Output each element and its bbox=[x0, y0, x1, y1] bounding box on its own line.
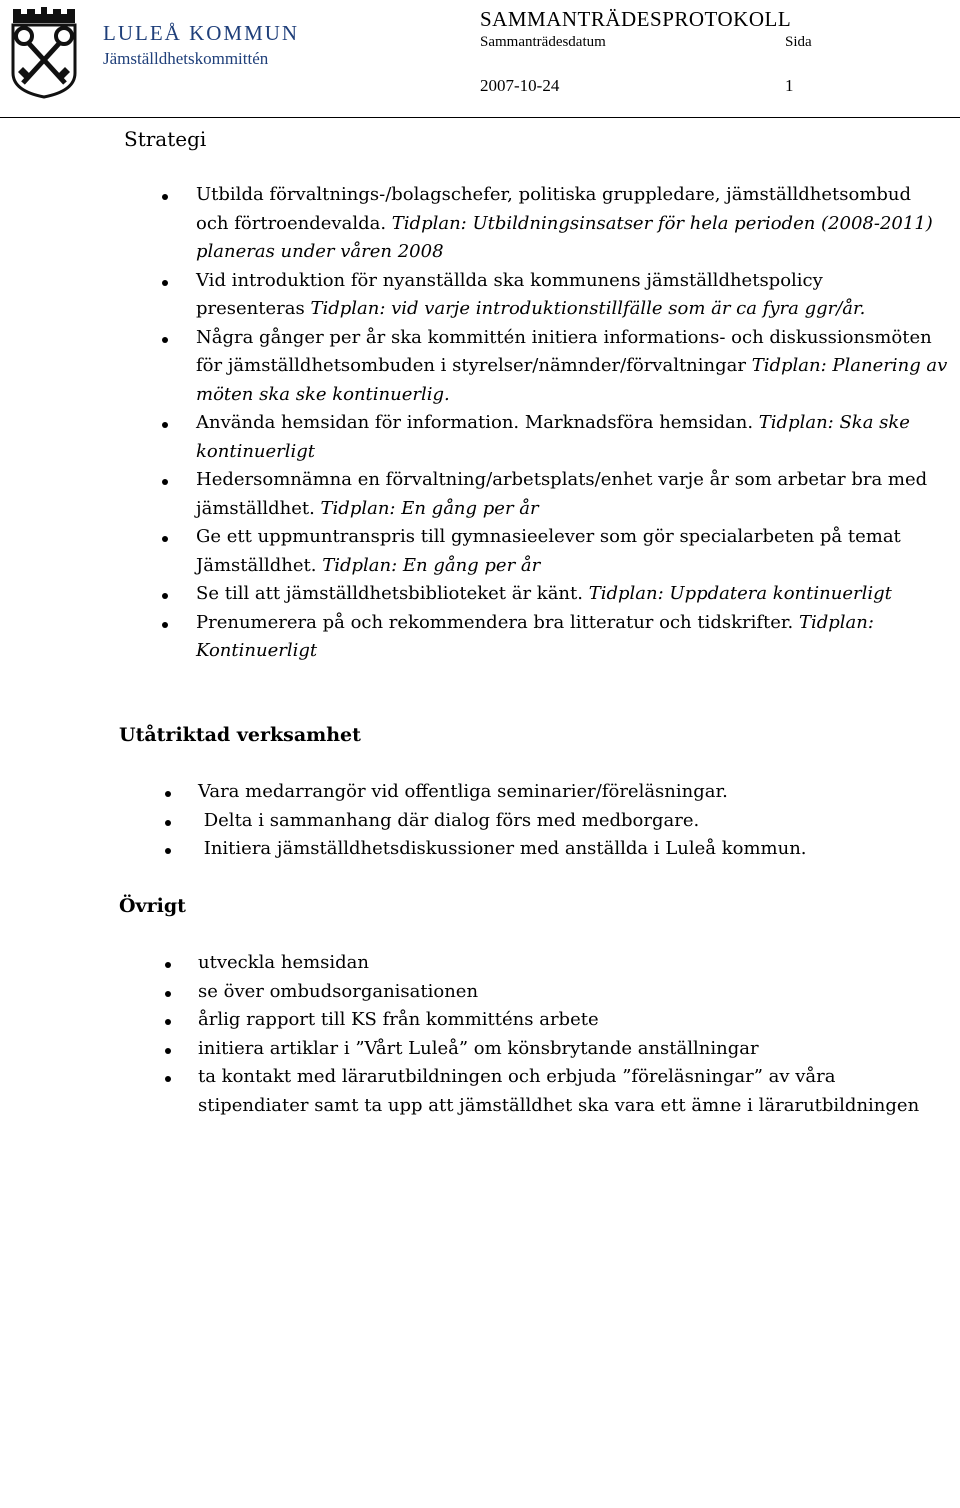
page-number: 1 bbox=[785, 76, 794, 95]
tidplan-text: Tidplan: En gång per år bbox=[322, 554, 541, 576]
list-item bbox=[196, 609, 958, 666]
list-item bbox=[196, 409, 958, 466]
bullet-icon bbox=[165, 962, 171, 968]
list-item: Delta i sammanhang där dialog förs med medborgare. bbox=[198, 807, 938, 836]
bullet-icon bbox=[165, 1048, 171, 1054]
text-line: för jämställdhetsombuden i styrelser/nämnder/förvaltningar Tidplan: Planering av bbox=[196, 355, 948, 376]
text-line bbox=[196, 637, 958, 666]
list-item bbox=[196, 523, 958, 580]
tidplan-text: kontinuerligt bbox=[196, 440, 316, 462]
tidplan-text: Tidplan: bbox=[798, 611, 874, 633]
strategy-list bbox=[196, 181, 958, 666]
tidplan-text: planeras under våren 2008 bbox=[196, 241, 444, 262]
text-line: Se till att jämställdhetsbiblioteket är känt. Tidplan: Uppdatera kontinuerligt bbox=[196, 583, 892, 604]
text-line bbox=[196, 381, 958, 410]
crossed-keys-icon bbox=[9, 3, 79, 99]
list-item: initiera artiklar i ”Vårt Luleå” om könsbrytande anställningar bbox=[198, 1035, 938, 1064]
text-line: Några gånger per år ska kommittén initiera informations- och diskussionsmöten bbox=[196, 326, 932, 348]
text-line: presenteras Tidplan: vid varje introduktionstillfälle som är ca fyra ggr/år. bbox=[196, 298, 866, 319]
bullet-icon bbox=[165, 991, 171, 997]
outreach-list bbox=[198, 778, 938, 864]
bullet-icon bbox=[162, 593, 168, 599]
other-heading: Övrigt bbox=[119, 895, 186, 917]
list-item bbox=[196, 580, 958, 609]
text-line bbox=[196, 238, 958, 267]
meeting-date-value: 2007-10-24 bbox=[480, 76, 560, 95]
bullet-icon bbox=[162, 422, 168, 428]
tidplan-text: Tidplan: Ska ske bbox=[758, 412, 910, 433]
bullet-icon bbox=[165, 1019, 171, 1025]
tidplan-text: Kontinuerligt bbox=[196, 640, 318, 661]
meeting-date-label: Sammanträdesdatum bbox=[480, 34, 606, 50]
text-line: Hedersomnämna en förvaltning/arbetsplats/enhet varje år som arbetar bra med bbox=[196, 469, 928, 490]
text-line bbox=[196, 438, 958, 467]
bullet-icon bbox=[162, 622, 168, 628]
text-line: jämställdhet. Tidplan: En gång per år bbox=[196, 497, 539, 519]
bullet-icon bbox=[162, 280, 168, 286]
list-item bbox=[196, 324, 958, 410]
tidplan-text: Tidplan: vid varje introduktionstillfälle som är ca fyra ggr/år. bbox=[310, 298, 866, 319]
text-line: Utbilda förvaltnings-/bolagschefer, politiska gruppledare, jämställdhetsombud bbox=[196, 184, 912, 205]
bullet-icon bbox=[165, 820, 171, 826]
committee-name: Jämställdhetskommittén bbox=[103, 49, 269, 68]
tidplan-text: Tidplan: Utbildningsinsatser för hela perioden (2008-2011) bbox=[391, 212, 933, 234]
tidplan-text: Tidplan: En gång per år bbox=[320, 497, 539, 519]
tidplan-text: Tidplan: Uppdatera kontinuerligt bbox=[588, 583, 892, 604]
text-line: Jämställdhet. Tidplan: En gång per år bbox=[196, 554, 541, 576]
bullet-icon bbox=[162, 194, 168, 200]
text-line: Ge ett uppmuntranspris till gymnasieelever som gör specialarbeten på temat bbox=[196, 526, 901, 547]
list-item: Vara medarrangör vid offentliga seminarier/föreläsningar. bbox=[198, 778, 938, 807]
page-label: Sida bbox=[785, 34, 812, 50]
text-line: och förtroendevalda. Tidplan: Utbildningsinsatser för hela perioden (2008-2011) bbox=[196, 212, 933, 234]
list-item bbox=[196, 466, 958, 523]
tidplan-text: möten ska ske kontinuerlig. bbox=[196, 383, 450, 405]
outreach-heading: Utåtriktad verksamhet bbox=[119, 724, 361, 746]
strategy-heading: Strategi bbox=[124, 127, 207, 151]
header-divider bbox=[0, 117, 960, 118]
bullet-icon bbox=[162, 479, 168, 485]
list-item: ta kontakt med lärarutbildningen och erbjuda ”föreläsningar” av våra stipendiater samt ta upp att jämställdhet ska vara ett ämne i lärarutbildningen bbox=[198, 1063, 938, 1120]
text-line: Vid introduktion för nyanställda ska kommunens jämställdhetspolicy bbox=[196, 269, 823, 291]
bullet-icon bbox=[162, 536, 168, 542]
list-item bbox=[196, 181, 958, 267]
bullet-icon bbox=[165, 791, 171, 797]
other-list bbox=[198, 949, 938, 1120]
organization-name: LULEÅ KOMMUN bbox=[103, 21, 300, 45]
document-type-title: SAMMANTRÄDESPROTOKOLL bbox=[480, 7, 792, 31]
list-item bbox=[196, 267, 958, 324]
list-item: se över ombudsorganisationen bbox=[198, 978, 938, 1007]
text-line: Använda hemsidan för information. Marknadsföra hemsidan. Tidplan: Ska ske bbox=[196, 412, 910, 433]
list-item: Initiera jämställdhetsdiskussioner med anställda i Luleå kommun. bbox=[198, 835, 938, 864]
bullet-icon bbox=[162, 337, 168, 343]
city-crest-logo bbox=[9, 3, 79, 99]
text-line: Prenumerera på och rekommendera bra litteratur och tidskrifter. Tidplan: bbox=[196, 611, 874, 633]
tidplan-text: Tidplan: Planering av bbox=[751, 355, 948, 376]
list-item: utveckla hemsidan bbox=[198, 949, 938, 978]
list-item: årlig rapport till KS från kommitténs arbete bbox=[198, 1006, 938, 1035]
bullet-icon bbox=[165, 848, 171, 854]
bullet-icon bbox=[165, 1076, 171, 1082]
